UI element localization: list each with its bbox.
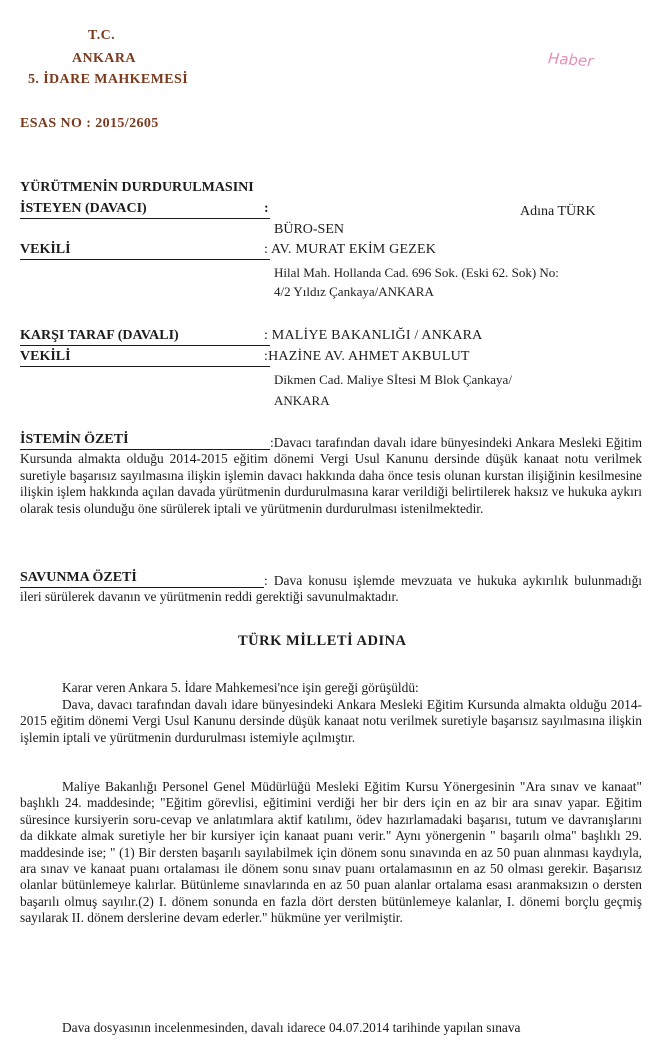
plaintiff-name: Adına TÜRK: [520, 204, 596, 219]
defendant-underline: [20, 345, 270, 346]
esas-number: [20, 116, 159, 132]
defense-text: : Dava konusu işlemde mevzuata ve hukuka aykırılık bulunmadığı ileri sürülerek davanın ve yürütmenin reddi gerektiği savunulmaktadır.: [20, 573, 642, 605]
def-attorney-address-line2: ANKARA: [274, 393, 330, 408]
attorney-address-line1: Hilal Mah. Hollanda Cad. 696 Sok. (Eski 62. Sok) No:: [274, 265, 559, 280]
def-attorney-address-line1: Dikmen Cad. Maliye Sİtesi M Blok Çankaya/: [274, 372, 512, 387]
attorney-label: VEKİLİ: [20, 242, 71, 257]
attorney-address-line2: 4/2 Yıldız Çankaya/ANKARA: [274, 284, 434, 299]
claim-text: :Davacı tarafından davalı idare bünyesindeki Ankara Mesleki Eğitim Kursunda almakta olduğu 2014-2015 eğitim dönemi Vergi Usul Kanunu dersinde düşük kanaat notu verilmek suretiyle başarısız sayılmasına ilişkin işlemin davacı hakkında daha önce tesis olunan kurstan ilişiğinin kesilmesine ilişkin işlem hakkında açılan davada yürütmenin durdurulmasına karar verildiği belirtilerek haksız ve hukuka aykırı olarak tesis olunduğu öne sürülerek iptali ve yürütmenin durdurulması istenilmektedir.: [20, 435, 642, 516]
handwritten-note: Haber: [547, 49, 595, 71]
plaintiff-label-line2: İSTEYEN (DAVACI): [20, 201, 147, 216]
plaintiff-name-cont: BÜRO-SEN: [274, 222, 345, 237]
plaintiff-label-line1: YÜRÜTMENİN DURDURULMASINI: [20, 180, 254, 195]
decision-paragraph-3: Maliye Bakanlığı Personel Genel Müdürlüğü Mesleki Eğitim Kursu Yönergesinin "Ara sınav ve kanaat" başlıklı 24. maddesinde; "Eğitim görevlisi, eğitimini verdiği her bir ders için en az bir ara sınav yapar. Eğitim süresince kursiyerin soru-cevap ve anlatımlara aktif katılımı, ödev hazırlamadaki başarısı, tutum ve davranışlarını da dikkate almak suretiyle her bir kursiyer için kanaat puanı verir." Aynı yönergenin " başarılı olma" başlıklı 29. maddesinde ise; " (1) Bir dersten başarılı sayılabilmek için dönem sonu sınavında en az 50 puan alınması kaydıyla, ara sınav ve kanaat puanı ortalaması ile dönem sonu sınav puanı ortalamasının en az 50 olması gerekir. Başarısız olanlar bütünlemeye kalırlar. Bütünleme sınavlarında en az 50 puan alanlar ortalama esası aranmaksızın o dersten başarılı olmuş sayılır.(2) I. dönem sonunda en fazla dört dersten bütünlemeye kalanlar, I. dönemi borçlu geçmiş sayılarak II. dönem derslerine devam ederler." hükmüne yer verilmiştir.: [20, 779, 642, 926]
def-attorney-underline: [20, 366, 270, 367]
plaintiff-underline: [20, 218, 270, 219]
defendant-label: KARŞI TARAF (DAVALI): [20, 328, 179, 343]
header-city: ANKARA: [72, 51, 136, 66]
defendant-name: : MALİYE BAKANLIĞI / ANKARA: [264, 328, 483, 343]
header-tc: T.C.: [88, 28, 116, 43]
decision-title: TÜRK MİLLETİ ADINA: [238, 633, 407, 649]
decision-paragraph-2: Dava, davacı tarafından davalı idare bünyesindeki Ankara Mesleki Eğitim Kursunda almakta olduğu 2014-2015 eğitim dönemi Vergi Usul Kanunu dersinde düşük kanaat notu verilmek suretiyle başarısız sayılmasına ilişkin işlemin iptali ve yürütmenin durdurulması istemiyle açılmıştır.: [20, 697, 642, 745]
decision-paragraph-1: Karar veren Ankara 5. İdare Mahkemesi'nce işin gereği görüşüldü:: [62, 680, 419, 695]
decision-paragraph-4: Dava dosyasının incelenmesinden, davalı idarece 04.07.2014 tarihinde yapılan sınava: [62, 1020, 521, 1035]
plaintiff-colon: :: [264, 201, 269, 216]
defense-label: SAVUNMA ÖZETİ: [20, 570, 137, 585]
header-court: 5. İDARE MAHKEMESİ: [28, 72, 189, 87]
def-attorney-name: :HAZİNE AV. AHMET AKBULUT: [264, 349, 470, 364]
esas-value: : 2015/2605: [86, 116, 159, 131]
attorney-underline: [20, 259, 270, 260]
def-attorney-label: VEKİLİ: [20, 349, 71, 364]
attorney-name: : AV. MURAT EKİM GEZEK: [264, 242, 437, 257]
esas-label: ESAS NO: [20, 116, 83, 131]
claim-label: İSTEMİN ÖZETİ: [20, 432, 129, 447]
